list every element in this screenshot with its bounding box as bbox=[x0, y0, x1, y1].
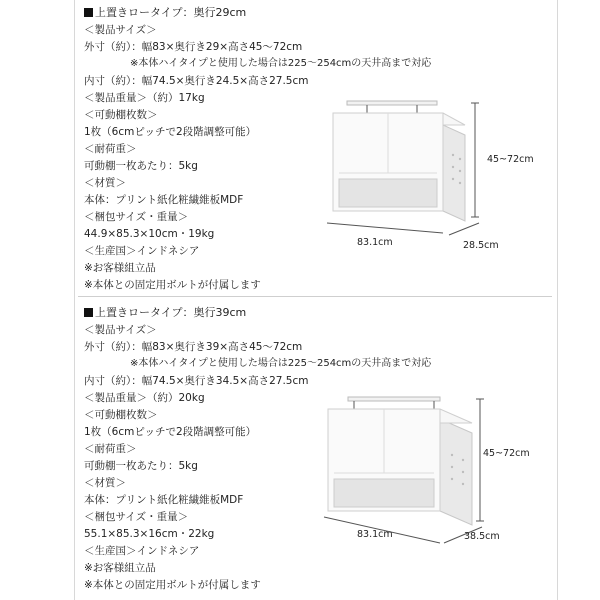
shelf-illustration-2 bbox=[320, 393, 485, 553]
spec-line: ＜材質＞ bbox=[84, 477, 126, 489]
section-divider bbox=[78, 296, 552, 297]
spec-line: ※本体との固定用ボルトが付属します bbox=[84, 579, 261, 591]
spec-line: ＜梱包サイズ・重量＞ bbox=[84, 511, 189, 523]
spec-line: ＜製品サイズ＞ bbox=[84, 24, 157, 36]
spec-line: ＜製品重量＞（約）17kg bbox=[84, 92, 205, 104]
spec-line: 外寸（約）：幅83×奥行き39×高さ45～72cm bbox=[84, 341, 303, 353]
top-bar bbox=[347, 101, 437, 105]
spec-line: 可動棚一枚あたり：5kg bbox=[84, 160, 198, 172]
height-label: 45~72cm bbox=[487, 154, 534, 165]
spec-line: ＜可動棚枚数＞ bbox=[84, 409, 158, 421]
spec-line: ＜製品サイズ＞ bbox=[84, 324, 157, 336]
side-panel bbox=[440, 419, 472, 525]
spec-line: 内寸（約）：幅74.5×奥行き24.5×高さ27.5cm bbox=[84, 75, 309, 87]
spec-line: ＜材質＞ bbox=[84, 177, 126, 189]
spec-line: 本体：プリント紙化粧繊維板MDF bbox=[84, 494, 244, 506]
product-title: 上置きロータイプ：奥行29cm bbox=[84, 6, 246, 20]
spec-line: ＜生産国＞インドネシア bbox=[84, 545, 200, 557]
top-bar bbox=[348, 397, 440, 401]
spec-line: 55.1×85.3×16cm・22kg bbox=[84, 528, 215, 540]
spec-line: ＜梱包サイズ・重量＞ bbox=[84, 211, 189, 223]
spec-line: ＜製品重量＞（約）20kg bbox=[84, 392, 205, 404]
black-square-icon bbox=[84, 308, 93, 317]
spec-line: 44.9×85.3×10cm・19kg bbox=[84, 228, 215, 240]
black-square-icon bbox=[84, 8, 93, 17]
height-label: 45~72cm bbox=[483, 448, 530, 459]
spec-line: 1枚（6cmピッチで2段階調整可能） bbox=[84, 126, 257, 138]
spec-line: 可動棚一枚あたり：5kg bbox=[84, 460, 198, 472]
product-title: 上置きロータイプ：奥行39cm bbox=[84, 306, 246, 320]
shelf-illustration-1 bbox=[325, 95, 485, 255]
side-panel bbox=[443, 125, 465, 221]
depth-dim-line bbox=[449, 223, 479, 235]
spec-line: ※本体ハイタイプと使用した場合は225～254cmの天井高まで対応 bbox=[130, 358, 432, 369]
spec-line: 内寸（約）：幅74.5×奥行き34.5×高さ27.5cm bbox=[84, 375, 309, 387]
depth-label: 28.5cm bbox=[463, 240, 499, 251]
spec-line: ＜生産国＞インドネシア bbox=[84, 245, 200, 257]
width-dim-line bbox=[327, 223, 443, 233]
spec-line: ※お客様組立品 bbox=[84, 262, 156, 274]
spec-line: 本体：プリント紙化粧繊維板MDF bbox=[84, 194, 244, 206]
spec-line: ※本体との固定用ボルトが付属します bbox=[84, 279, 261, 291]
width-label: 83.1cm bbox=[357, 237, 393, 248]
spec-line: ※お客様組立品 bbox=[84, 562, 156, 574]
open-cavity bbox=[334, 479, 434, 507]
spec-line: ＜耐荷重＞ bbox=[84, 443, 137, 455]
spec-line: ＜耐荷重＞ bbox=[84, 143, 137, 155]
spec-line: 1枚（6cmピッチで2段階調整可能） bbox=[84, 426, 257, 438]
open-cavity bbox=[339, 179, 437, 207]
spec-line: 外寸（約）：幅83×奥行き29×高さ45～72cm bbox=[84, 41, 303, 53]
depth-label: 38.5cm bbox=[464, 531, 500, 542]
width-label: 83.1cm bbox=[357, 529, 393, 540]
spec-line: ＜可動棚枚数＞ bbox=[84, 109, 158, 121]
spec-line: ※本体ハイタイプと使用した場合は225～254cmの天井高まで対応 bbox=[130, 58, 432, 69]
